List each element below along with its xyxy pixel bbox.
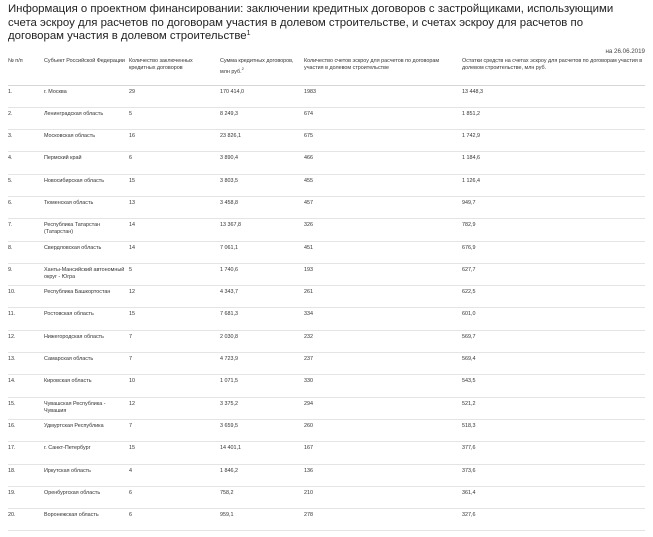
escrow-accounts: 330 — [304, 375, 462, 397]
escrow-balance: 601,0 — [462, 308, 645, 330]
table-row — [8, 353, 645, 375]
escrow-accounts: 136 — [304, 464, 462, 486]
loan-count: 10 — [129, 375, 220, 397]
loan-count: 6 — [129, 509, 220, 531]
escrow-balance: 569,7 — [462, 330, 645, 352]
loan-sum: 3 458,8 — [220, 196, 304, 218]
table-row — [8, 486, 645, 508]
loan-count: 12 — [129, 286, 220, 308]
loan-count: 7 — [129, 330, 220, 352]
escrow-balance: 1 184,6 — [462, 152, 645, 174]
loan-sum: 758,2 — [220, 486, 304, 508]
escrow-accounts: 455 — [304, 174, 462, 196]
escrow-accounts: 210 — [304, 486, 462, 508]
escrow-balance: 569,4 — [462, 353, 645, 375]
table-row — [8, 464, 645, 486]
table-body — [8, 85, 645, 531]
loan-sum: 2 030,8 — [220, 330, 304, 352]
escrow-balance: 543,5 — [462, 375, 645, 397]
region-name: Ханты-Мансийский автономный округ - Югра — [44, 263, 129, 285]
loan-count: 13 — [129, 196, 220, 218]
column-header-number: № п/п — [8, 56, 44, 86]
loan-sum: 4 723,9 — [220, 353, 304, 375]
column-header-escrow-accounts: Количество счетов эскроу для расчетов по договорам участия в долевом строительстве — [304, 56, 462, 86]
region-name: Тюменская область — [44, 196, 129, 218]
row-number: 10. — [8, 286, 44, 308]
escrow-balance: 782,9 — [462, 219, 645, 241]
region-name: Самарская область — [44, 353, 129, 375]
loan-sum: 1 071,5 — [220, 375, 304, 397]
table-row — [8, 174, 645, 196]
region-name: Свердловская область — [44, 241, 129, 263]
escrow-balance: 13 448,3 — [462, 85, 645, 107]
row-number: 7. — [8, 219, 44, 241]
row-number: 14. — [8, 375, 44, 397]
column-header-loan-sum — [220, 56, 304, 86]
table-row — [8, 263, 645, 285]
escrow-accounts: 237 — [304, 353, 462, 375]
loan-count: 15 — [129, 174, 220, 196]
loan-sum: 4 343,7 — [220, 286, 304, 308]
region-name: Чувашская Республика - Чувашия — [44, 397, 129, 419]
region-name: г. Санкт-Петербург — [44, 442, 129, 464]
loan-count: 5 — [129, 107, 220, 129]
escrow-accounts: 674 — [304, 107, 462, 129]
row-number: 15. — [8, 397, 44, 419]
table-row — [8, 85, 645, 107]
escrow-balance: 518,3 — [462, 419, 645, 441]
row-number: 3. — [8, 130, 44, 152]
loan-count: 15 — [129, 442, 220, 464]
escrow-balance: 676,9 — [462, 241, 645, 263]
escrow-balance: 361,4 — [462, 486, 645, 508]
report-date: на 26.06.2019 — [605, 47, 645, 55]
loan-sum: 1 740,6 — [220, 263, 304, 285]
loan-sum: 1 846,2 — [220, 464, 304, 486]
escrow-balance: 627,7 — [462, 263, 645, 285]
region-name: Нижегородская область — [44, 330, 129, 352]
loan-sum: 7 681,3 — [220, 308, 304, 330]
escrow-balance: 327,6 — [462, 509, 645, 531]
table-row — [8, 152, 645, 174]
loan-sum: 8 249,3 — [220, 107, 304, 129]
escrow-accounts: 675 — [304, 130, 462, 152]
row-number: 16. — [8, 419, 44, 441]
row-number: 13. — [8, 353, 44, 375]
table-row — [8, 219, 645, 241]
escrow-accounts: 278 — [304, 509, 462, 531]
loan-sum: 14 401,1 — [220, 442, 304, 464]
region-name: Кировская область — [44, 375, 129, 397]
region-name: Республика Татарстан (Татарстан) — [44, 219, 129, 241]
loan-sum: 7 061,1 — [220, 241, 304, 263]
loan-sum: 23 826,1 — [220, 130, 304, 152]
region-name: г. Москва — [44, 85, 129, 107]
table-row — [8, 286, 645, 308]
region-name: Оренбургская область — [44, 486, 129, 508]
table-row — [8, 397, 645, 419]
escrow-accounts: 261 — [304, 286, 462, 308]
row-number: 8. — [8, 241, 44, 263]
table-row — [8, 375, 645, 397]
loan-count: 29 — [129, 85, 220, 107]
row-number: 12. — [8, 330, 44, 352]
loan-sum: 3 890,4 — [220, 152, 304, 174]
region-name: Пермский край — [44, 152, 129, 174]
column-header-region: Субъект Российской Федерации — [44, 56, 129, 86]
table-row — [8, 241, 645, 263]
escrow-balance: 521,2 — [462, 397, 645, 419]
escrow-balance: 949,7 — [462, 196, 645, 218]
row-number: 9. — [8, 263, 44, 285]
table-row — [8, 419, 645, 441]
region-name: Республика Башкортостан — [44, 286, 129, 308]
column-header-escrow-balance: Остатки средств на счетах эскроу для расчетов по договорам участия в долевом строительстве, млн руб. — [462, 56, 645, 86]
loan-count: 6 — [129, 486, 220, 508]
page-title-text: Информация о проектном финансировании: заключении кредитных договоров с застройщиками, использующими счета эскроу для расчетов по договорам участия в долевом строительстве, и счетах эскроу для расчетов по договорам участия в долевом строительстве — [8, 3, 614, 42]
loan-sum: 13 367,8 — [220, 219, 304, 241]
escrow-balance: 377,6 — [462, 442, 645, 464]
loan-sum: 170 414,0 — [220, 85, 304, 107]
escrow-balance: 373,6 — [462, 464, 645, 486]
escrow-accounts: 466 — [304, 152, 462, 174]
title-footnote-link[interactable]: 1 — [246, 30, 251, 37]
row-number: 17. — [8, 442, 44, 464]
loan-count: 16 — [129, 130, 220, 152]
loan-count: 5 — [129, 263, 220, 285]
escrow-balance: 1 742,9 — [462, 130, 645, 152]
loan-count: 4 — [129, 464, 220, 486]
region-name: Удмуртская Республика — [44, 419, 129, 441]
page-title — [8, 3, 645, 44]
escrow-balance: 622,5 — [462, 286, 645, 308]
loan-count: 7 — [129, 419, 220, 441]
loan-sum-footnote-link[interactable]: 2 — [241, 65, 244, 71]
table-row — [8, 442, 645, 464]
escrow-accounts: 294 — [304, 397, 462, 419]
row-number: 2. — [8, 107, 44, 129]
column-header-loan-sum-text: Сумма кредитных договоров, млн руб. — [220, 57, 294, 75]
escrow-accounts: 326 — [304, 219, 462, 241]
table-row — [8, 130, 645, 152]
table-row — [8, 308, 645, 330]
escrow-accounts: 1983 — [304, 85, 462, 107]
region-name: Воронежская область — [44, 509, 129, 531]
escrow-table — [8, 56, 645, 532]
table-row — [8, 196, 645, 218]
row-number: 1. — [8, 85, 44, 107]
row-number: 18. — [8, 464, 44, 486]
table-row — [8, 107, 645, 129]
column-header-loan-count: Количество заключенных кредитных договоров — [129, 56, 220, 86]
escrow-accounts: 451 — [304, 241, 462, 263]
escrow-accounts: 457 — [304, 196, 462, 218]
loan-count: 12 — [129, 397, 220, 419]
escrow-accounts: 167 — [304, 442, 462, 464]
row-number: 4. — [8, 152, 44, 174]
row-number: 19. — [8, 486, 44, 508]
region-name: Иркутская область — [44, 464, 129, 486]
escrow-accounts: 260 — [304, 419, 462, 441]
loan-count: 15 — [129, 308, 220, 330]
loan-sum: 959,1 — [220, 509, 304, 531]
row-number: 5. — [8, 174, 44, 196]
row-number: 6. — [8, 196, 44, 218]
loan-count: 7 — [129, 353, 220, 375]
row-number: 11. — [8, 308, 44, 330]
region-name: Ленинградская область — [44, 107, 129, 129]
loan-sum: 3 375,2 — [220, 397, 304, 419]
region-name: Московская область — [44, 130, 129, 152]
loan-count: 14 — [129, 219, 220, 241]
escrow-accounts: 232 — [304, 330, 462, 352]
escrow-balance: 1 851,2 — [462, 107, 645, 129]
escrow-balance: 1 126,4 — [462, 174, 645, 196]
escrow-accounts: 334 — [304, 308, 462, 330]
escrow-accounts: 193 — [304, 263, 462, 285]
row-number: 20. — [8, 509, 44, 531]
loan-sum: 3 803,5 — [220, 174, 304, 196]
table-header-row — [8, 56, 645, 86]
loan-count: 14 — [129, 241, 220, 263]
loan-count: 6 — [129, 152, 220, 174]
table-row — [8, 509, 645, 531]
region-name: Новосибирская область — [44, 174, 129, 196]
region-name: Ростовская область — [44, 308, 129, 330]
table-row — [8, 330, 645, 352]
loan-sum: 3 659,5 — [220, 419, 304, 441]
